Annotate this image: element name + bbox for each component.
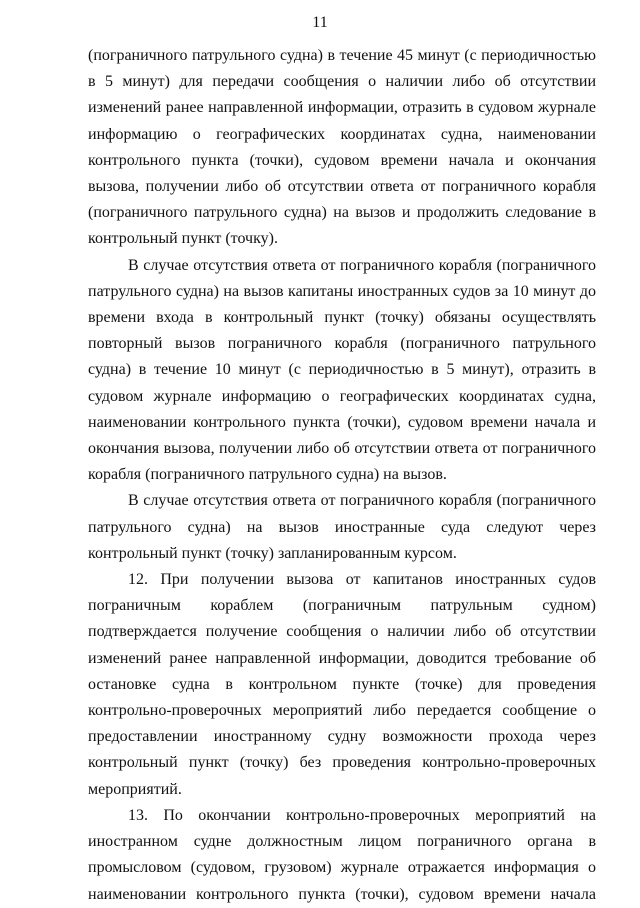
- document-body: [88, 43, 596, 908]
- paragraph-item-13: 13. По окончании контрольно-проверочных мероприятий на иностранном судне должностным лицом пограничного органа в промысловом (судовом, грузовом) журнале отражается информация о наименовании контрольного пункта (точки), судовом времени начала: [88, 806, 596, 903]
- paragraph-no-response-proceed: В случае отсутствия ответа от пограничного корабля (пограничного патрульного судна) на вызов иностранные суда следуют через контрольный пункт (точку) запланированным курсом.: [88, 492, 596, 562]
- page-number: 11: [312, 14, 328, 31]
- paragraph-no-response-repeat-call: В случае отсутствия ответа от пограничного корабля (пограничного патрульного судна) на вызов капитаны иностранных судов за 10 минут до времени входа в контрольный пункт (точку) обязаны осуществлять повторный вызов пограничного корабля (пограничного патрульного судна) в течение 10 минут (с периодичностью в 5 минут), отразить в судовом журнале информацию о географических координатах судна, наименовании контрольного пункта (точки), судовом времени начала и окончания вызова, получении либо об отсутствии ответа от пограничного корабля (пограничного патрульного судна) на вызов.: [88, 256, 596, 484]
- paragraph-continuation: (пограничного патрульного судна) в течение 45 минут (с периодичностью в 5 минут) для передачи сообщения о наличии либо об отсутствии изменений ранее направленной информации, отразить в судовом журнале информацию о географических координатах судна, наименовании контрольного пункта (точки), судовом времени начала и окончания вызова, получении либо об отсутствии ответа от пограничного корабля (пограничного патрульного судна) на вызов и продолжить следование в контрольный пункт (точку).: [88, 47, 596, 248]
- paragraph-item-12: 12. При получении вызова от капитанов иностранных судов пограничным кораблем (пограничным патрульным судном) подтверждается получение сообщения о наличии либо об отсутствии изменений ранее направленной информации, доводится требование об остановке судна в контрольном пункте (точке) для проведения контрольно-проверочных мероприятий либо передается сообщение о предоставлении иностранному судну возможности прохода через контрольный пункт (точку) без проведения контрольно-проверочных мероприятий.: [88, 571, 596, 798]
